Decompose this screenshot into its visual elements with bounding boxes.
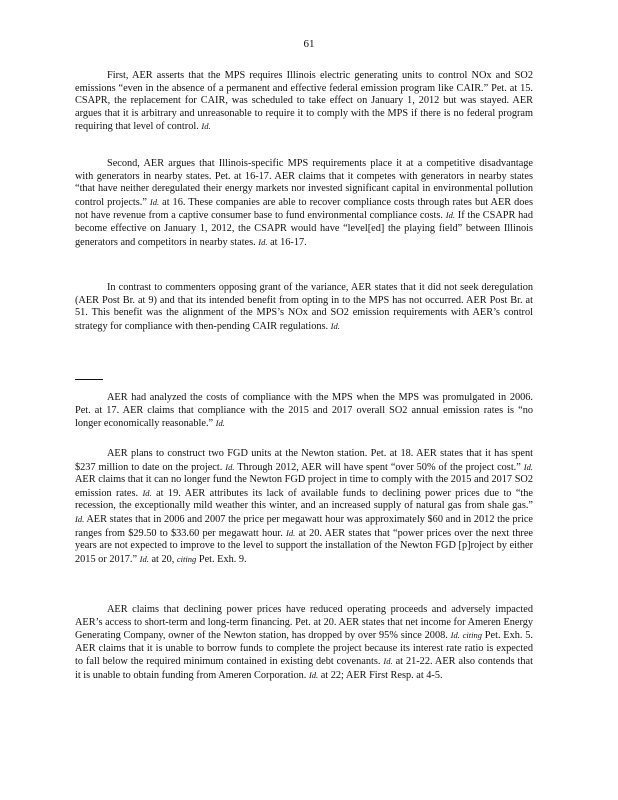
paragraph-text	[75, 282, 533, 333]
text-run: at 19. AER attributes its lack of available funds to declining power prices due to “the recession, the exceptionally mild weather this winter, and an increased supply of natural gas from shale gas.”	[75, 487, 534, 512]
text-run: at 21-22. AER also contends that it is unable to obtain funding from Ameren Corporation.	[75, 656, 533, 681]
text-run: AER claims that it can no longer fund the Newton FGD project in time to comply with the 2015 and 2017 SO2 emission rates.	[75, 474, 533, 499]
citation: citing	[462, 630, 482, 641]
paragraph-compliance-costs	[75, 392, 533, 431]
citation: Id.	[258, 236, 268, 247]
paragraph-text	[75, 604, 533, 683]
text-run: Through 2012, AER will have spent “over 50% of the project cost.”	[237, 461, 521, 473]
text-run: at 22; AER First Resp. at 4-5.	[320, 669, 443, 681]
citation: Id.	[383, 656, 393, 667]
citation: Id.	[149, 196, 160, 207]
paragraph-text	[75, 392, 533, 431]
text-run: AER claims that declining power prices have reduced operating proceeds and adversely impacted AER’s access to short-term and long-term financing. Pet. at 20. AER states that net income for Ameren Energy Generating Company, owner of the Newton station, has dropped by over 95% since 2008.	[75, 604, 533, 642]
paragraph-fgd-units	[75, 448, 533, 566]
citation: Id.	[330, 320, 340, 331]
text-run: AER states that in 2006 and 2007 the price per megawatt hour was approximately $60 and in 2012 the price ranges from $29.50 to $33.60 per megawatt hour.	[75, 513, 533, 539]
citation: Id.	[225, 461, 235, 472]
citation: Id.	[445, 210, 456, 221]
text-run: Pet. Exh. 9.	[198, 553, 247, 565]
text-run: at 20,	[151, 553, 175, 565]
paragraph-text	[75, 158, 533, 249]
text-run: If the CSAPR had become effective on January 1, 2012, the CSAPR would have “level[ed] the playing field” between Illinois generators and competitors in nearby states.	[75, 210, 534, 248]
paragraph-mps-federal-program	[75, 70, 533, 134]
page-number: 61	[303, 38, 315, 50]
text-run: Second, AER argues that Illinois-specific MPS requirements place it at a competitive disadvantage with generators in nearby states. Pet. at 16-17. AER claims that it competes with generators in nearby states “that have neither deregulated their energy markets nor invested significant capital in environmental pollution control projects.”	[75, 158, 533, 208]
text-run: First, AER asserts that the MPS requires Illinois electric generating units to control NOx and SO2 emissions “even in the absence of a permanent and effective federal emission program like CAIR.” Pet. at 15. CSAPR, the replacement for CAIR, was scheduled to take effect on January 1, 2012 but was stayed. AER argues that it is arbitrary and unreasonable to require it to comply with the MPS if there is no federal program requiring that level of control.	[75, 70, 533, 133]
citation: citing	[176, 553, 197, 564]
text-run: at 20. AER states that “power prices over the next three years are not expected to improve to the level to support the installation of the Newton FGD [p]roject by either 2015 or 2017.”	[75, 527, 533, 565]
citation: Id.	[215, 418, 225, 429]
citation: Id.	[142, 487, 152, 498]
paragraph-text	[75, 70, 533, 134]
paragraph-financing	[75, 604, 533, 683]
citation: Id.	[523, 461, 534, 472]
citation: Id.	[139, 553, 149, 564]
citation: Id.	[75, 513, 85, 524]
paragraph-deregulation	[75, 282, 533, 333]
citation: Id.	[450, 630, 460, 641]
paragraph-competitive-disadvantage	[75, 158, 533, 249]
text-run: at 16. These companies are able to recover compliance costs through rates but AER does not have revenue from a captive consumer base to fund environmental compliance costs.	[75, 196, 533, 222]
citation: Id.	[286, 527, 296, 538]
citation: Id.	[201, 121, 211, 132]
section-heading	[75, 368, 103, 380]
citation: Id.	[308, 669, 319, 680]
text-run: Pet. Exh. 5. AER claims that it is unable to borrow funds to complete the project because its interest rate ratio is expected to fall below the required minimum contained in existing debt covenants.	[75, 630, 533, 668]
text-run: AER had analyzed the costs of compliance with the MPS when the MPS was promulgated in 2006. Pet. at 17. AER claims that compliance with the 2015 and 2017 overall SO2 annual emission rates is “no longer economically reasonable.”	[75, 392, 533, 430]
text-run: In contrast to commenters opposing grant of the variance, AER states that it did not seek deregulation (AER Post Br. at 9) and that its intended benefit from opting in to the MPS has not occurred. AER Post Br. at 51. This benefit was the alignment of the MPS’s NOx and SO2 emission requirements with AER’s control strategy for compliance with then-pending CAIR regulations.	[75, 282, 533, 332]
text-run: AER plans to construct two FGD units at the Newton station. Pet. at 18. AER states that it has spent $237 million to date on the project.	[75, 448, 533, 473]
text-run: at 16-17.	[270, 236, 307, 248]
paragraph-text	[75, 448, 533, 566]
